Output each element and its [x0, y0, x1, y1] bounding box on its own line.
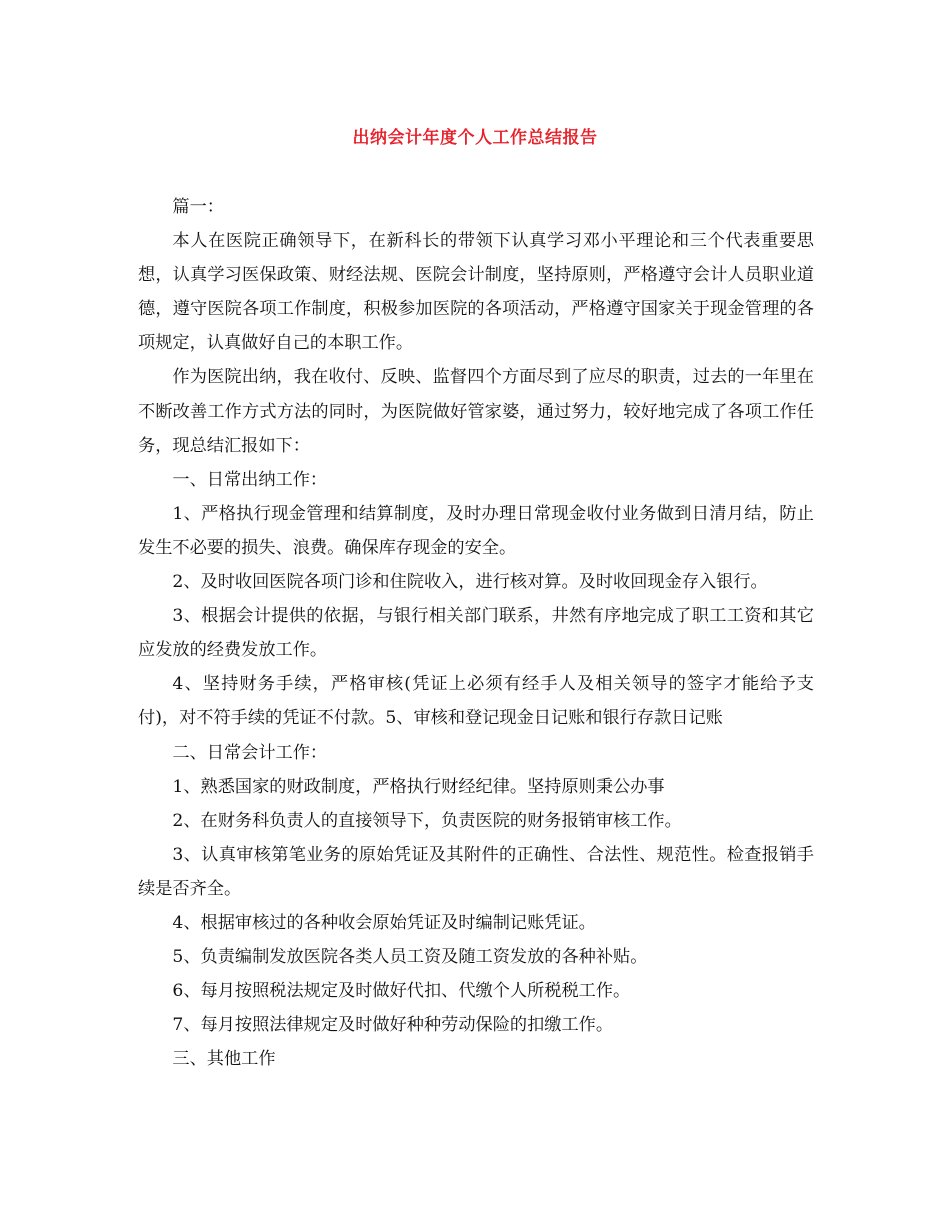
list-item: 6、每月按照税法规定及时做好代扣、代缴个人所税税工作。 [172, 981, 631, 1002]
list-item: 5、负责编制发放医院各类人员工资及随工资发放的各种补贴。 [172, 947, 648, 968]
list-item: 2、在财务科负责人的直接领导下，负责医院的财务报销审核工作。 [172, 810, 682, 831]
list-item: 2、及时收回医院各项门诊和住院收入，进行核对算。及时收回现金存入银行。 [172, 572, 768, 593]
section-heading-other-work: 三、其他工作 [172, 1049, 276, 1070]
section-heading-accounting-work: 二、日常会计工作： [172, 742, 328, 763]
list-item: 4、根据审核过的各种收会原始凭证及时编制记账凭证。 [172, 912, 596, 933]
document-body [138, 190, 814, 1076]
section-label-part-one: 篇一： [172, 197, 224, 217]
document-title: 出纳会计年度个人工作总结报告 [352, 128, 598, 148]
intro-paragraph: 本人在医院正确领导下，在新科长的带领下认真学习邓小平理论和三个代表重要思想，认真学习医保政策、财经法规、医院会计制度，坚持原则，严格遵守会计人员职业道德，遵守医院各项工作制度，积极参加医院的各项活动，严格遵守国家关于现金管理的各项规定，认真做好自己的本职工作。 [138, 231, 814, 354]
summary-paragraph: 作为医院出纳，我在收付、反映、监督四个方面尽到了应尽的职责，过去的一年里在不断改善工作方式方法的同时，为医院做好管家婆，通过努力，较好地完成了各项工作任务，现总结汇报如下： [138, 367, 814, 456]
list-item: 1、严格执行现金管理和结算制度，及时办理日常现金收付业务做到日清月结，防止发生不必要的损失、浪费。确保库存现金的安全。 [138, 503, 814, 558]
list-item: 4、坚持财务手续，严格审核(凭证上必须有经手人及相关领导的签字才能给予支付)，对不符手续的凭证不付款。5、审核和登记现金日记账和银行存款日记账 [138, 674, 814, 729]
list-item: 3、认真审核第笔业务的原始凭证及其附件的正确性、合法性、规范性。检查报销手续是否齐全。 [138, 844, 814, 899]
list-item: 1、熟悉国家的财政制度，严格执行财经纪律。坚持原则秉公办事 [172, 776, 665, 797]
section-heading-cashier-work: 一、日常出纳工作： [172, 469, 328, 490]
list-item: 3、根据会计提供的依据，与银行相关部门联系，井然有序地完成了职工工资和其它应发放的经费发放工作。 [138, 606, 814, 661]
list-item: 7、每月按照法律规定及时做好种种劳动保险的扣缴工作。 [172, 1015, 614, 1036]
